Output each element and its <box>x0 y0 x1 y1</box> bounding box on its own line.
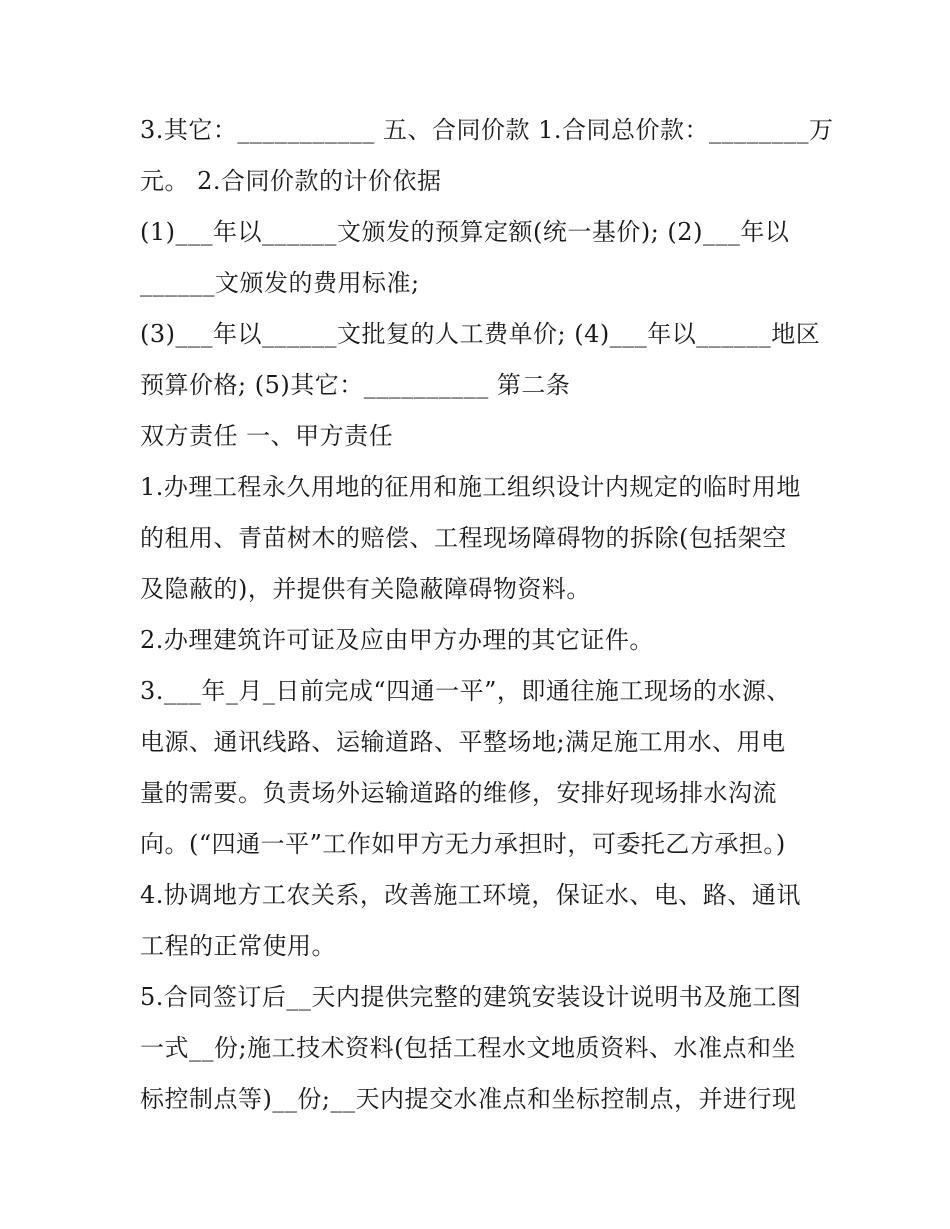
text-line: 电源、通讯线路、运输道路、平整场地;满足施工用水、用电 <box>140 728 786 756</box>
text-line: 标控制点等)__份;__天内提交水准点和坐标控制点，并进行现 <box>140 1085 797 1113</box>
text-line: 量的需要。负责场外运输道路的维修，安排好现场排水沟流 <box>140 779 777 807</box>
text-line: 4.协调地方工农关系，改善施工环境，保证水、电、路、通讯 <box>140 881 801 909</box>
section-heading-line: 双方责任 一、甲方责任 <box>140 422 394 450</box>
text-line: 1.办理工程永久用地的征用和施工组织设计内规定的临时用地 <box>140 473 801 501</box>
text-line: (3)___年以______文批复的人工费单价; (4)___年以______地区 <box>140 320 821 348</box>
text-line: 2.办理建筑许可证及应由甲方办理的其它证件。 <box>140 626 654 654</box>
text-line: 5.合同签订后__天内提供完整的建筑安装设计说明书及施工图 <box>140 983 802 1011</box>
text-line: 一式__份;施工技术资料(包括工程水文地质资料、水准点和坐 <box>140 1034 796 1062</box>
text-line: 元。 2.合同价款的计价依据 <box>140 167 442 195</box>
text-line: 预算价格; (5)其它：__________ 第二条 <box>140 371 571 399</box>
text-line: 的租用、青苗树木的赔偿、工程现场障碍物的拆除(包括架空 <box>140 524 787 552</box>
text-line: 3.其它：___________ 五、合同价款 1.合同总价款：________万 <box>140 116 834 144</box>
text-line: 向。(“四通一平”工作如甲方无力承担时，可委托乙方承担。) <box>140 830 786 858</box>
text-line: (1)___年以______文颁发的预算定额(统一基价); (2)___年以 <box>140 218 790 246</box>
text-line: ______文颁发的费用标准; <box>140 269 420 297</box>
text-line: 及隐蔽的)，并提供有关隐蔽障碍物资料。 <box>140 575 591 603</box>
contract-page <box>140 105 834 1125</box>
text-line: 工程的正常使用。 <box>140 932 336 960</box>
text-line: 3.___年_月_日前完成“四通一平”，即通往施工现场的水源、 <box>140 677 791 705</box>
